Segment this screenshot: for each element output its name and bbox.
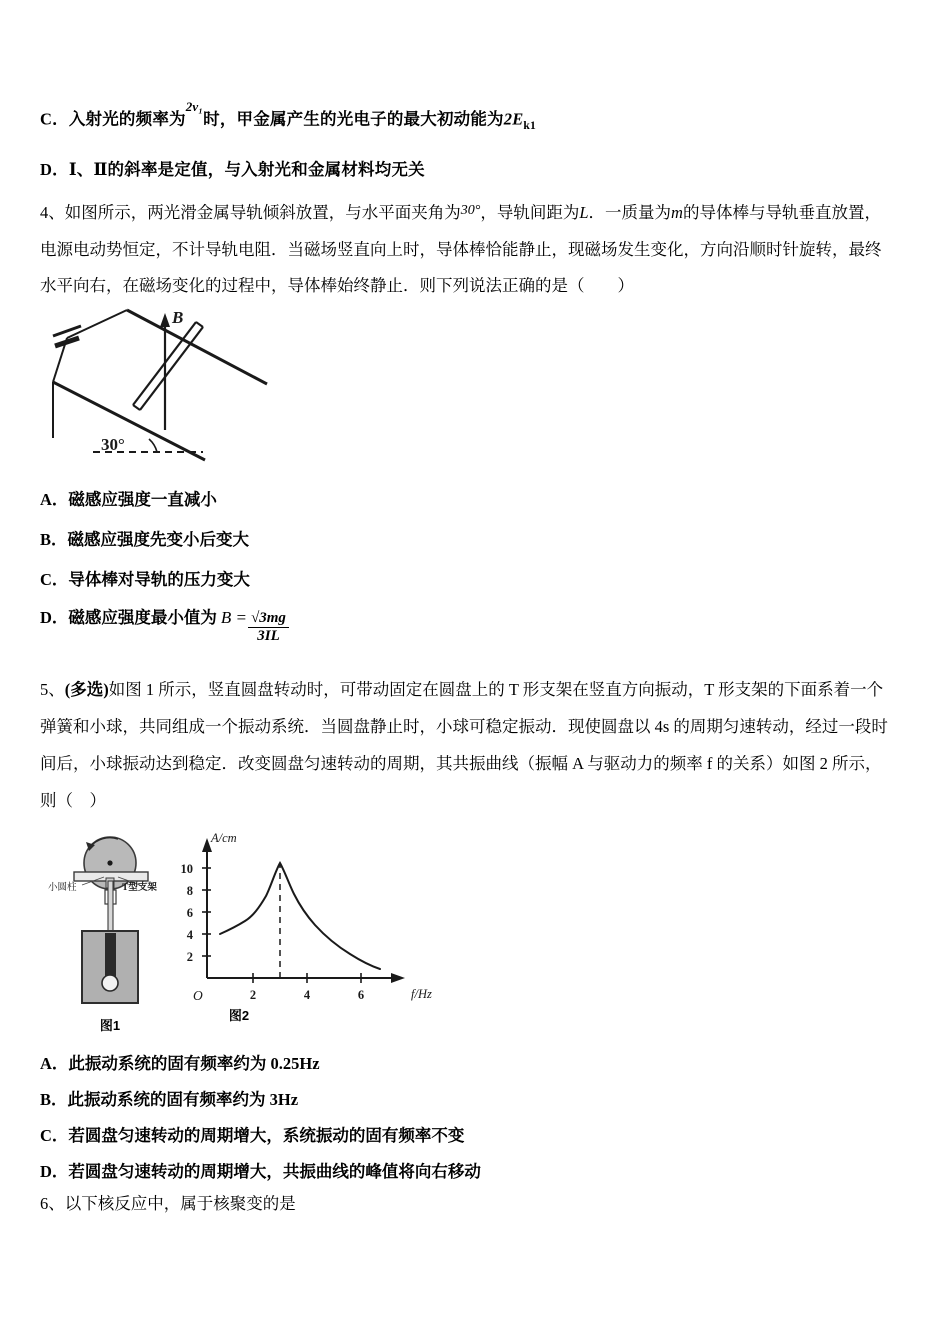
vertical-rod xyxy=(108,881,113,933)
q5-multi-tag: (多选) xyxy=(64,680,109,699)
y-tick-label-6: 6 xyxy=(186,906,193,920)
conductor-bar-cap-bottom xyxy=(133,405,140,410)
q3-option-c-text-middle: 时，甲金属产生的光电子的最大初动能为 xyxy=(203,109,504,129)
q5-stem-1: 如图 1 所示，竖直圆盘转动时，可带动固定在圆盘上的 T 形支架在竖直方向振动，T 形支架的下面系着一个 xyxy=(108,680,884,699)
conductor-bar-cap-top xyxy=(196,322,203,327)
q5-option-d-label: 若圆盘匀速转动的周期增大，共振曲线的峰值将向右移动 xyxy=(68,1162,481,1181)
lower-rail xyxy=(53,382,205,460)
q4-angle-30: 30° xyxy=(460,203,481,218)
q4-option-c-label: 导体棒对导轨的压力变大 xyxy=(68,570,250,589)
figure1-label-frame: T型支架 xyxy=(122,883,157,893)
y-tick-label-8: 8 xyxy=(186,884,193,898)
q5-option-b-tag: B． xyxy=(40,1090,68,1109)
q4-option-a-label: 磁感应强度一直减小 xyxy=(68,490,217,509)
chart-ylabel: A/cm xyxy=(211,831,237,845)
q5-option-c xyxy=(40,1123,464,1149)
x-tick-label-2: 2 xyxy=(249,988,257,1002)
q3-option-c-formula-end: 2E xyxy=(503,109,524,129)
angle-label-30: 30° xyxy=(101,435,125,454)
q3-option-c-formula-end-sub: k1 xyxy=(523,119,537,132)
disk-center-dot xyxy=(107,860,112,865)
q4-option-a-tag: A． xyxy=(40,490,69,509)
q5-number: 5、 xyxy=(40,680,65,699)
figure1-label-cylinder: 小圆柱 xyxy=(48,883,77,893)
figure1-svg xyxy=(48,833,180,1008)
q4-symbol-m: m xyxy=(671,203,683,222)
circuit-wire-top xyxy=(67,310,127,338)
conductor-bar-edge-2 xyxy=(140,327,203,410)
q5-stem-line-2: 弹簧和小球，共同组成一个振动系统．当圆盘静止时，小球可稳定振动．现使圆盘以 4s 的周期匀速转动，经过一段时 xyxy=(40,717,888,736)
figure1-caption: 图1 xyxy=(99,1018,121,1033)
x-axis-arrow xyxy=(391,973,405,983)
q6-stem xyxy=(40,1187,296,1221)
q5-option-b xyxy=(40,1087,298,1113)
angle-arc xyxy=(149,439,157,452)
q5-option-a xyxy=(40,1051,320,1077)
inclined-rails-svg xyxy=(45,300,315,480)
q4-option-d-fraction xyxy=(248,610,289,645)
q3-option-d xyxy=(40,157,425,183)
q3-option-d-label: Ⅰ、Ⅱ的斜率是定值，与入射光和金属材料均无关 xyxy=(68,160,425,179)
q5-stem-line-4: 则（ ） xyxy=(40,791,106,810)
q4-option-b-label: 磁感应强度先变小后变大 xyxy=(67,530,250,549)
q5-figures xyxy=(48,828,468,1033)
q4-stem-c: ．一质量为 xyxy=(588,203,672,222)
resonance-curve xyxy=(220,863,380,969)
chart-xlabel: f/Hz xyxy=(411,987,432,1001)
q5-option-b-label: 此振动系统的固有频率约为 3Hz xyxy=(67,1090,299,1109)
resonance-chart-svg xyxy=(163,828,463,1006)
q4-option-a xyxy=(40,487,217,513)
q4-option-d-formula-lhs: B = xyxy=(220,608,248,627)
q3-option-c-formula: 2ν₁ xyxy=(185,99,204,114)
chart-origin-label: O xyxy=(193,988,203,1003)
q5-figure-1 xyxy=(48,833,180,1033)
b-field-label: B xyxy=(172,308,184,327)
q4-stem-line-1 xyxy=(40,196,915,230)
b-field-arrow-head xyxy=(160,313,170,327)
q4-stem-b: ，导轨间距为 xyxy=(480,203,580,222)
figure2-caption: 图2 xyxy=(228,1008,250,1023)
q5-figure-2-resonance-chart xyxy=(163,828,463,1028)
x-tick-label-6: 6 xyxy=(357,988,365,1002)
q5-option-c-tag: C． xyxy=(40,1126,69,1145)
q4-option-c xyxy=(40,567,250,593)
y-tick-label-10: 10 xyxy=(180,862,193,876)
q5-option-a-label: 此振动系统的固有频率约为 0.25Hz xyxy=(68,1054,320,1073)
q4-stem-a: 如图所示，两光滑金属导轨倾斜放置，与水平面夹角为 xyxy=(64,203,461,222)
x-tick-label-4: 4 xyxy=(303,988,311,1002)
q4-stem-d: 的导体棒与导轨垂直放置， xyxy=(682,203,881,222)
q4-stem-line-2: 电源电动势恒定，不计导轨电阻．当磁场竖直向上时，导体棒恰能静止，现磁场发生变化，方向沿顺时针旋转，最终 xyxy=(40,240,882,259)
q4-option-b xyxy=(40,527,249,553)
q4-option-d-label: 磁感应强度最小值为 xyxy=(68,608,217,627)
spring xyxy=(105,933,116,978)
q4-option-d xyxy=(40,605,290,646)
q3-option-c-tag: C． xyxy=(40,109,69,129)
q4-symbol-L: L xyxy=(579,203,589,222)
q4-option-d-numerator: √3mg xyxy=(248,610,289,628)
q5-stem-line-3: 间后，小球振动达到稳定．改变圆盘匀速转动的周期，其共振曲线（振幅 A 与驱动力的频率 f 的关系）如图 2 所示， xyxy=(40,754,882,773)
q3-option-d-tag: D． xyxy=(40,160,69,179)
q4-option-b-tag: B． xyxy=(40,530,68,549)
q5-option-d-tag: D． xyxy=(40,1162,69,1181)
q4-option-c-tag: C． xyxy=(40,570,69,589)
q5-option-c-label: 若圆盘匀速转动的周期增大，系统振动的固有频率不变 xyxy=(68,1126,465,1145)
q4-figure-inclined-rails xyxy=(45,300,315,480)
q6-number: 6、 xyxy=(40,1194,65,1213)
q5-option-d xyxy=(40,1159,481,1185)
q4-option-d-tag: D． xyxy=(40,608,69,627)
q4-option-d-denominator: 3IL xyxy=(257,627,280,644)
y-tick-label-4: 4 xyxy=(186,928,193,942)
upper-rail xyxy=(127,310,267,384)
q3-option-c-text-before: 入射光的频率为 xyxy=(68,109,186,129)
ball xyxy=(102,975,118,991)
q3-option-c xyxy=(40,99,537,136)
y-tick-label-2: 2 xyxy=(186,950,193,964)
q6-text: 以下核反应中，属于核聚变的是 xyxy=(64,1194,296,1213)
q5-option-a-tag: A． xyxy=(40,1054,69,1073)
q5-stem-line-1 xyxy=(40,673,920,707)
q4-number: 4、 xyxy=(40,203,65,222)
q4-stem-line-3: 水平向右，在磁场变化的过程中，导体棒始终静止．则下列说法正确的是（ ） xyxy=(40,276,634,295)
